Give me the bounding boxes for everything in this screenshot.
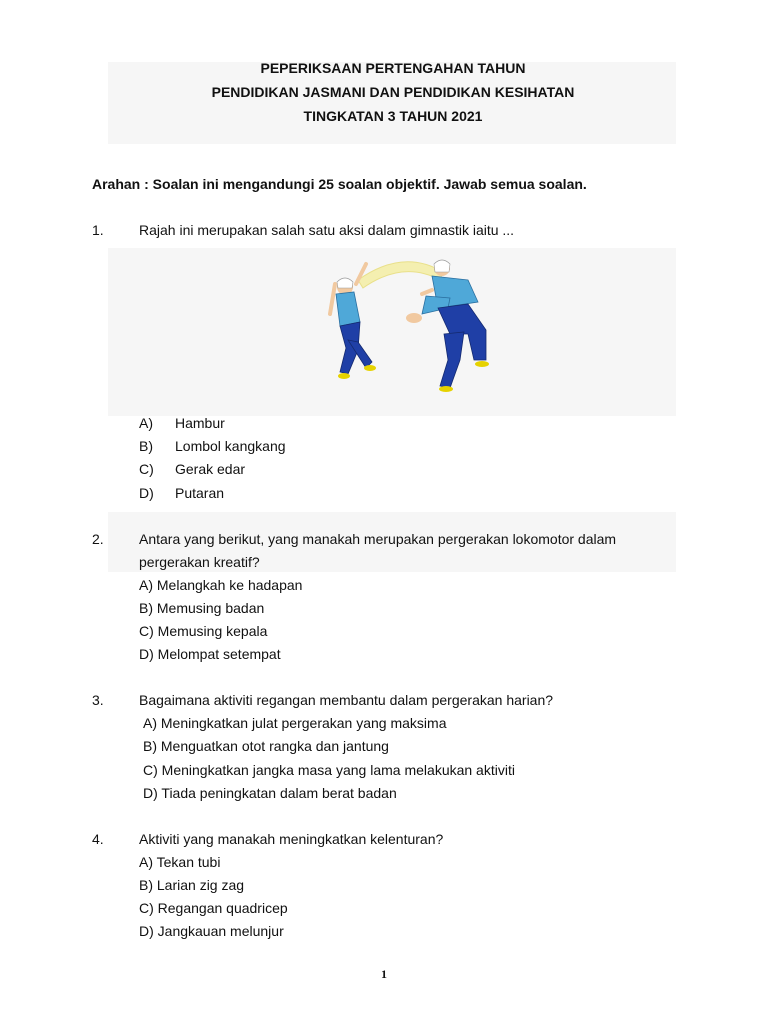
gymnast-right	[406, 260, 489, 392]
gymnastics-figure	[318, 250, 508, 398]
q2-option-a: A) Melangkah ke hadapan	[139, 577, 303, 593]
q3-option-b: B) Menguatkan otot rangka dan jantung	[143, 738, 389, 754]
q2-option-c: C) Memusing kepala	[139, 623, 268, 639]
q1-option-b-letter: B)	[139, 438, 153, 454]
q4-text: Aktiviti yang manakah meningkatkan kelenturan?	[139, 831, 444, 847]
exam-title: PEPERIKSAAN PERTENGAHAN TAHUN	[260, 60, 526, 76]
q3-text: Bagaimana aktiviti regangan membantu dalam pergerakan harian?	[139, 692, 554, 708]
q3-number: 3.	[92, 692, 104, 708]
q1-option-d-text: Putaran	[175, 485, 225, 501]
instruction: Arahan : Soalan ini mengandungi 25 soalan objektif. Jawab semua soalan.	[92, 176, 587, 192]
q1-option-c-text: Gerak edar	[175, 461, 246, 477]
q3-option-c: C) Meningkatkan jangka masa yang lama melakukan aktiviti	[143, 762, 515, 778]
q2-text-line2: pergerakan kreatif?	[139, 554, 260, 570]
form-year-title: TINGKATAN 3 TAHUN 2021	[303, 108, 483, 124]
q4-option-a: A) Tekan tubi	[139, 854, 221, 870]
page-number: 1	[381, 967, 387, 981]
q4-number: 4.	[92, 831, 104, 847]
q2-text-line1: Antara yang berikut, yang manakah merupakan pergerakan lokomotor dalam	[139, 531, 617, 547]
q3-option-d: D) Tiada peningkatan dalam berat badan	[143, 785, 397, 801]
q4-option-b: B) Larian zig zag	[139, 877, 245, 893]
q2-option-b: B) Memusing badan	[139, 600, 265, 616]
q2-option-d: D) Melompat setempat	[139, 646, 281, 662]
q4-option-d: D) Jangkauan melunjur	[139, 923, 284, 939]
q1-option-a-text: Hambur	[175, 415, 225, 431]
q1-number: 1.	[92, 222, 104, 238]
q1-option-a-letter: A)	[139, 415, 153, 431]
subject-title: PENDIDIKAN JASMANI DAN PENDIDIKAN KESIHATAN	[211, 84, 575, 100]
q3-option-a: A) Meningkatkan julat pergerakan yang maksima	[143, 715, 447, 731]
q1-text: Rajah ini merupakan salah satu aksi dalam gimnastik iaitu ...	[139, 222, 515, 238]
q1-option-c-letter: C)	[139, 461, 154, 477]
q1-option-b-text: Lombol kangkang	[175, 438, 286, 454]
q2-number: 2.	[92, 531, 104, 547]
q1-option-d-letter: D)	[139, 485, 154, 501]
q4-option-c: C) Regangan quadricep	[139, 900, 288, 916]
